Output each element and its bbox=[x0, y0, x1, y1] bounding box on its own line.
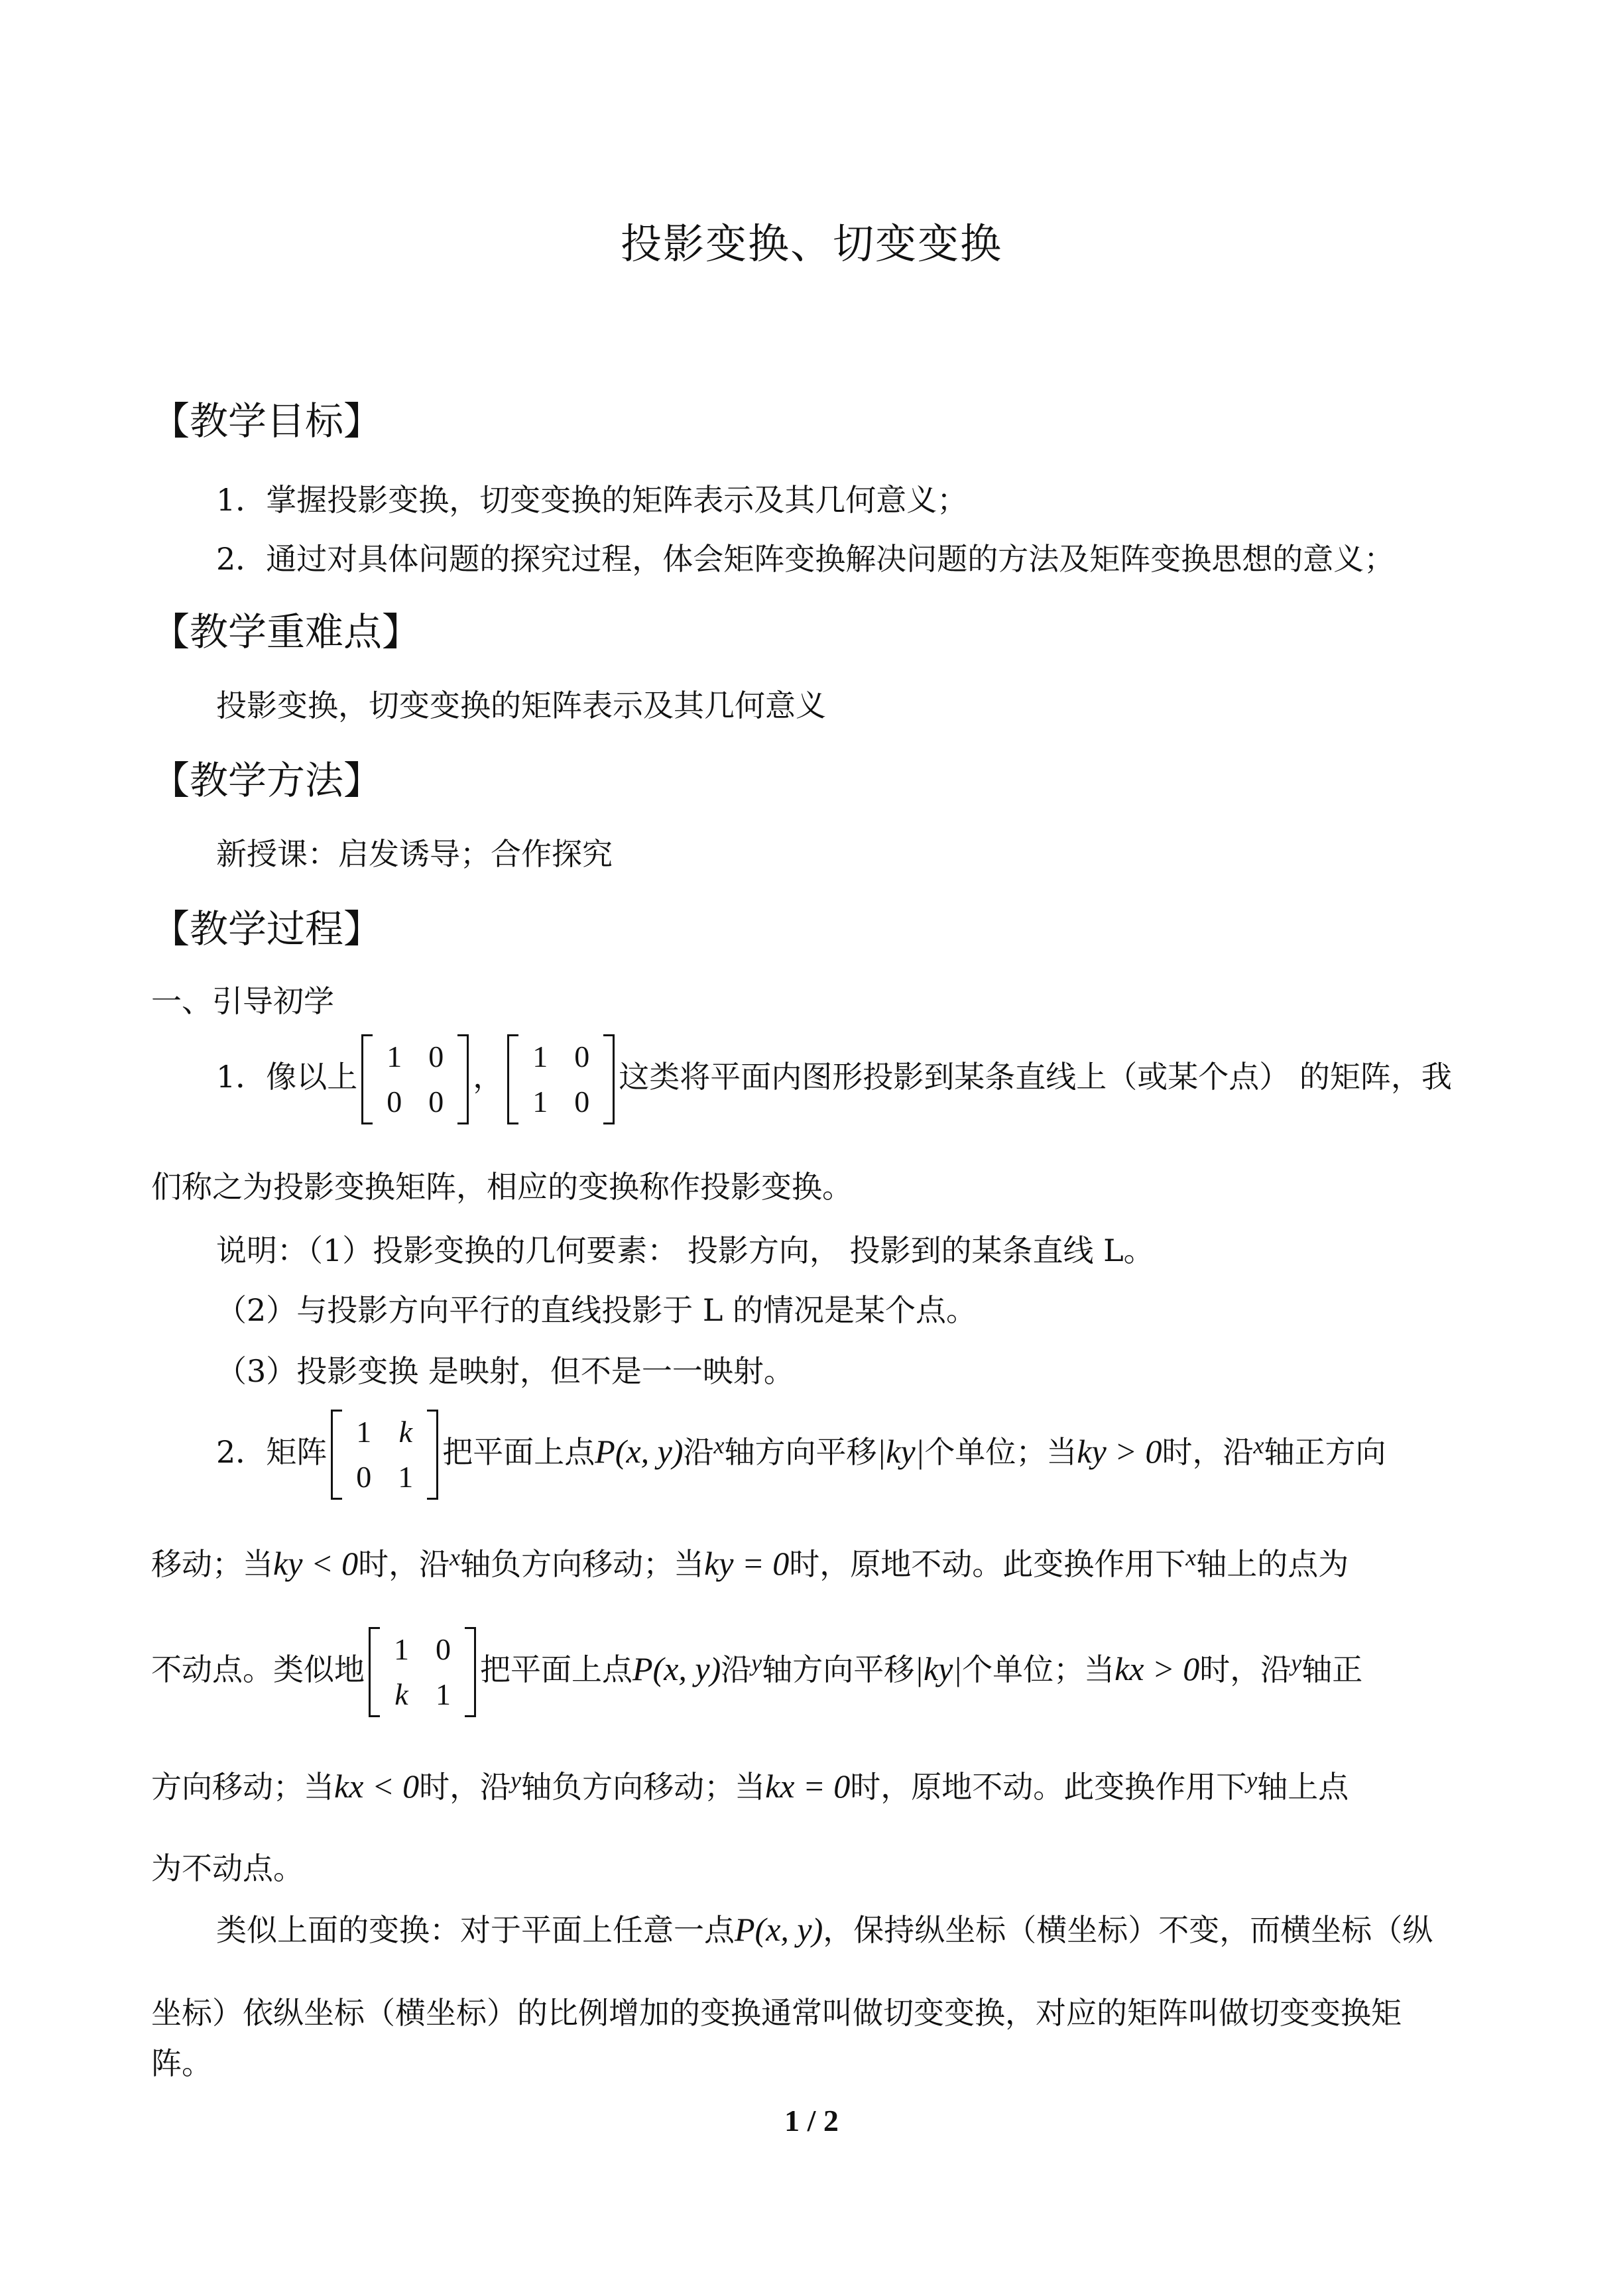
p2-t2b: 沿 bbox=[721, 1652, 752, 1687]
p2-t1: 把平面上点 bbox=[442, 1434, 595, 1470]
keypoints-text: 投影变换，切变变换的矩阵表示及其几何意义 bbox=[216, 688, 826, 723]
p2-l4c: 轴负方向移动；当 bbox=[521, 1769, 766, 1805]
p2-var-x: x bbox=[713, 1432, 725, 1459]
p2-l3e: 时，沿 bbox=[1199, 1652, 1292, 1687]
p2-l4e: 轴上点 bbox=[1257, 1769, 1349, 1805]
p2-kx-lt: kx < 0 bbox=[334, 1768, 420, 1805]
page-title: 投影变换、切变变换 bbox=[620, 219, 1002, 268]
m4-a: 1 bbox=[394, 1632, 409, 1666]
note-3: （3）投影变换 是映射，但不是一一映射。 bbox=[216, 1353, 794, 1389]
m2-b: 0 bbox=[574, 1040, 590, 1073]
keypoints-heading: 【教学重难点】 bbox=[151, 609, 421, 654]
p2-l2e: 轴上的点为 bbox=[1196, 1546, 1349, 1582]
p2-var-y3: y bbox=[511, 1767, 522, 1793]
p3-line1 bbox=[216, 1911, 1433, 1949]
p2-l4b: 时，沿 bbox=[419, 1769, 511, 1805]
note-2: （2）与投影方向平行的直线投影于 L 的情况是某个点。 bbox=[216, 1292, 977, 1328]
m3-d: 1 bbox=[398, 1460, 414, 1494]
p2-line5: 为不动点。 bbox=[151, 1850, 304, 1886]
m4-c: k bbox=[394, 1677, 408, 1711]
methods-heading: 【教学方法】 bbox=[151, 758, 383, 803]
p2-point-p: P(x, y) bbox=[595, 1433, 684, 1470]
matrix-m1 bbox=[361, 1034, 469, 1124]
m1-b: 0 bbox=[428, 1040, 444, 1073]
p2-ky-abs: |ky| bbox=[876, 1433, 925, 1470]
p1-suffix: 这类将平面内图形投影到某条直线上（或某个点） 的矩阵，我 bbox=[619, 1059, 1452, 1095]
p2-kx-eq: kx = 0 bbox=[765, 1768, 851, 1805]
p2-prefix: 2．矩阵 bbox=[216, 1434, 328, 1470]
p2-l3c: 轴方向平移 bbox=[762, 1652, 915, 1687]
p2-ky-eq: ky = 0 bbox=[704, 1545, 790, 1582]
p2-line2 bbox=[151, 1545, 1349, 1585]
m4-b: 0 bbox=[436, 1632, 451, 1666]
p2-l2a: 移动；当 bbox=[151, 1546, 273, 1582]
goal-2: 2．通过对具体问题的探究过程，体会矩阵变换解决问题的方法及矩阵变换思想的意义； bbox=[216, 541, 1395, 577]
methods-text: 新授课：启发诱导；合作探究 bbox=[216, 836, 613, 872]
p2-var-y: y bbox=[751, 1650, 762, 1676]
p3-point-p: P(x, y) bbox=[735, 1911, 823, 1948]
m2-d: 0 bbox=[574, 1085, 590, 1118]
m3-b: k bbox=[398, 1415, 412, 1449]
p1-line2: 们称之为投影变换矩阵，相应的变换称作投影变换。 bbox=[151, 1169, 853, 1205]
p1-prefix: 1．像以上 bbox=[216, 1059, 358, 1095]
p2-var-x4: x bbox=[1185, 1544, 1197, 1571]
p3-line2: 坐标）依纵坐标（横坐标）的比例增加的变换通常叫做切变变换，对应的矩阵叫做切变变换矩 bbox=[151, 1995, 1402, 2031]
p2-l4a: 方向移动；当 bbox=[151, 1769, 334, 1805]
p2-line1 bbox=[216, 1410, 1386, 1500]
matrix-m2 bbox=[507, 1034, 615, 1124]
p2-t3: 轴方向平移 bbox=[724, 1434, 877, 1470]
p2-var-x3: x bbox=[450, 1544, 461, 1571]
p2-t2: 沿 bbox=[683, 1434, 714, 1470]
process-heading: 【教学过程】 bbox=[151, 906, 383, 951]
p2-line3 bbox=[151, 1627, 1362, 1717]
p2-l3a: 不动点。类似地 bbox=[151, 1652, 365, 1687]
p2-l2d: 时，原地不动。此变换作用下 bbox=[789, 1546, 1186, 1582]
p2-ky-lt: ky < 0 bbox=[273, 1545, 359, 1582]
p2-kx-gt: kx > 0 bbox=[1114, 1650, 1200, 1687]
p1-line1 bbox=[216, 1034, 1452, 1124]
p2-l3d: 个单位；当 bbox=[962, 1652, 1115, 1687]
m4-d: 1 bbox=[436, 1677, 451, 1711]
p2-var-y4: y bbox=[1246, 1767, 1258, 1793]
p1-comma: ， bbox=[473, 1059, 504, 1095]
part1-title: 一、引导初学 bbox=[151, 983, 334, 1019]
m1-d: 0 bbox=[428, 1085, 444, 1118]
p2-var-x2: x bbox=[1253, 1432, 1264, 1459]
m3-a: 1 bbox=[356, 1415, 372, 1449]
p2-t5: 时，沿 bbox=[1162, 1434, 1254, 1470]
goal-1: 1．掌握投影变换，切变变换的矩阵表示及其几何意义； bbox=[216, 482, 968, 518]
p2-ky-abs2: |ky| bbox=[914, 1650, 963, 1687]
p2-ky-gt: ky > 0 bbox=[1077, 1433, 1162, 1470]
p2-l3b: 把平面上点 bbox=[480, 1652, 632, 1687]
m1-a: 1 bbox=[387, 1040, 402, 1073]
m2-a: 1 bbox=[532, 1040, 548, 1073]
m1-c: 0 bbox=[387, 1085, 402, 1118]
note-1: 说明：（1）投影变换的几何要素： 投影方向， 投影到的某条直线 L。 bbox=[216, 1233, 1154, 1268]
p3-b: ，保持纵坐标（横坐标）不变，而横坐标（纵 bbox=[823, 1912, 1433, 1948]
p2-l3f: 轴正 bbox=[1301, 1652, 1363, 1687]
m3-c: 0 bbox=[356, 1460, 372, 1494]
p2-t4: 个单位；当 bbox=[924, 1434, 1077, 1470]
goals-heading: 【教学目标】 bbox=[151, 398, 383, 444]
p2-var-y2: y bbox=[1291, 1650, 1302, 1676]
p3-line3: 阵。 bbox=[151, 2045, 212, 2081]
p3-a: 类似上面的变换：对于平面上任意一点 bbox=[216, 1912, 735, 1948]
p2-line4 bbox=[151, 1768, 1349, 1808]
m2-c: 1 bbox=[532, 1085, 548, 1118]
p2-l2c: 轴负方向移动；当 bbox=[460, 1546, 705, 1582]
matrix-m3 bbox=[331, 1410, 438, 1500]
p2-l2b: 时，沿 bbox=[358, 1546, 450, 1582]
p2-t6: 轴正方向 bbox=[1264, 1434, 1386, 1470]
page-number: 1 / 2 bbox=[784, 2104, 839, 2138]
matrix-m4 bbox=[369, 1627, 476, 1717]
p2-point-p2: P(x, y) bbox=[632, 1650, 721, 1687]
p2-l4d: 时，原地不动。此变换作用下 bbox=[850, 1769, 1247, 1805]
